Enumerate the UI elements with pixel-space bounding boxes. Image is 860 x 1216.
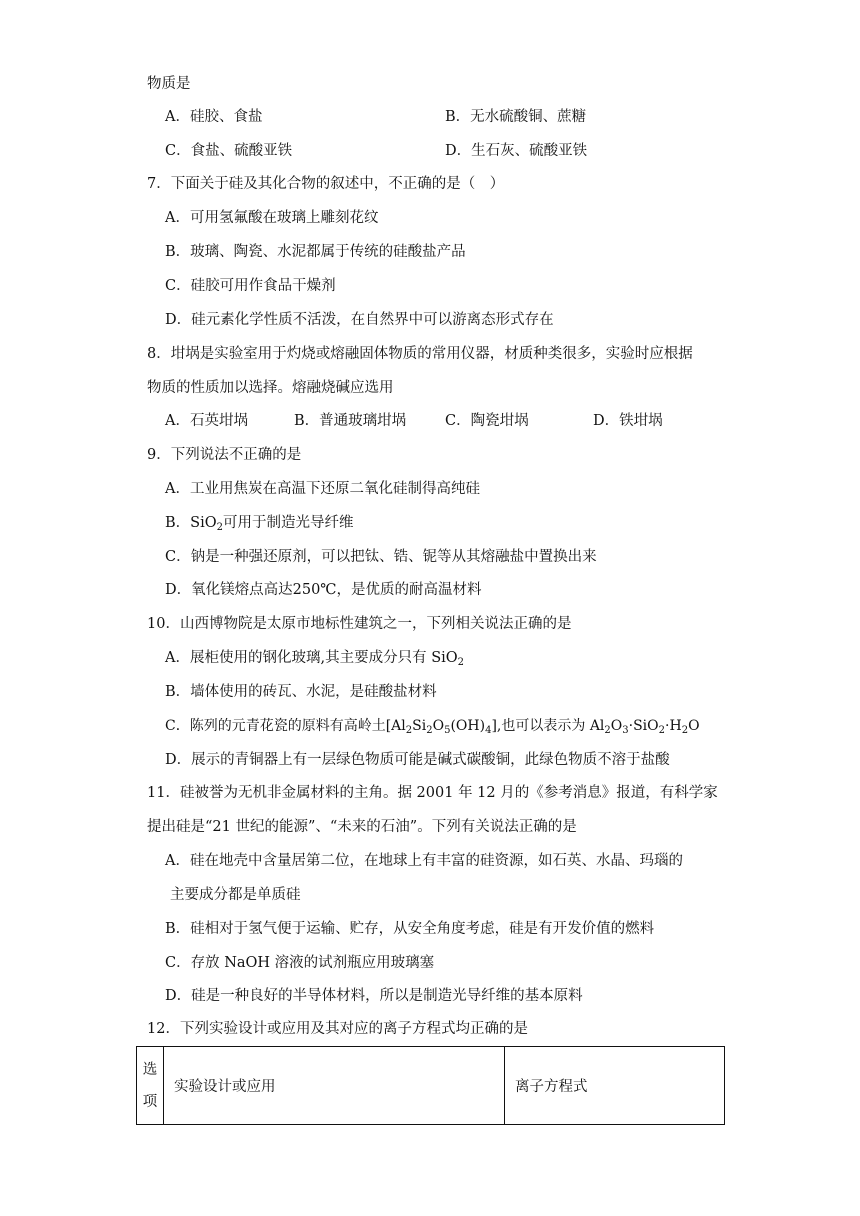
q10-c-text: ·SiO: [628, 718, 659, 734]
table-header-option: [137, 1047, 164, 1125]
q12-answer-table: [136, 1046, 725, 1125]
q10-c-text: (OH): [450, 718, 486, 734]
q8-stem-line2: 物质的性质加以选择。熔融烧碱应选用: [147, 380, 394, 396]
q9-option-c: C．钠是一种强还原剂，可以把钛、锆、铌等从其熔融盐中置换出来: [165, 549, 597, 565]
q6-option-a: A．硅胶、食盐: [165, 109, 263, 125]
q10-c-sub: 3: [622, 725, 629, 736]
q8-option-c: C．陶瓷坩埚: [445, 413, 529, 429]
q10-c-text: O: [610, 718, 623, 734]
q10-c-sub: 2: [426, 725, 433, 736]
q8-option-d: D．铁坩埚: [593, 413, 663, 429]
q9-option-b: [165, 513, 354, 533]
q10-c-text: ],也可以表示为 Al: [491, 718, 605, 734]
q10-c-text: O: [432, 718, 445, 734]
q10-c-sub: 2: [604, 725, 611, 736]
table-header-option-text: 选项: [142, 1061, 158, 1110]
q10-c-sub: 2: [658, 725, 666, 736]
table-header-row: [137, 1047, 725, 1125]
q9-option-b-pre: B．SiO: [165, 515, 217, 531]
q11-option-d: D．硅是一种良好的半导体材料，所以是制造光导纤维的基本原料: [165, 988, 583, 1004]
q6-option-b: B．无水硫酸铜、蔗糖: [445, 109, 587, 125]
q10-option-d: D．展示的青铜器上有一层绿色物质可能是碱式碳酸铜，此绿色物质不溶于盐酸: [165, 752, 670, 768]
q8-option-a: A．石英坩埚: [165, 413, 248, 429]
q11-option-a-line2: 主要成分都是单质硅: [170, 887, 301, 903]
q6-option-c: C．食盐、硫酸亚铁: [165, 143, 293, 159]
q10-c-text: ·H: [665, 718, 682, 734]
q12-stem: 12．下列实验设计或应用及其对应的离子方程式均正确的是: [147, 1021, 528, 1037]
q7-option-c: C．硅胶可用作食品干燥剂: [165, 278, 336, 294]
q11-option-c: C．存放 NaOH 溶液的试剂瓶应用玻璃塞: [165, 955, 435, 971]
q10-option-a-text: A．展柜使用的钢化玻璃,其主要成分只有 SiO: [165, 650, 458, 666]
q9-stem: 9．下列说法不正确的是: [147, 447, 302, 463]
q10-c-sub: 5: [444, 725, 451, 736]
q10-c-text: Si: [412, 718, 427, 734]
q8-option-b: B．普通玻璃坩埚: [294, 413, 407, 429]
q10-c-text: O: [688, 718, 700, 734]
q10-c-sub: 2: [681, 725, 689, 736]
table-header-equation: 离子方程式: [505, 1047, 725, 1125]
q7-stem: 7．下面关于硅及其化合物的叙述中，不正确的是（ ）: [147, 176, 505, 192]
q11-option-a-line1: A．硅在地壳中含量居第二位，在地球上有丰富的硅资源，如石英、水晶、玛瑙的: [165, 853, 683, 869]
q10-c-sub: 4: [485, 725, 492, 736]
q11-stem-line1: 11．硅被誉为无机非金属材料的主角。据 2001 年 12 月的《参考消息》报道，有科学家: [147, 785, 718, 801]
q10-option-c: [165, 716, 700, 736]
q9-option-a: A．工业用焦炭在高温下还原二氧化硅制得高纯硅: [165, 481, 480, 497]
q10-c-text: C．陈列的元青花瓷的原料有高岭土[Al: [165, 718, 406, 734]
q11-stem-line2: 提出硅是“21 世纪的能源”、“未来的石油”。下列有关说法正确的是: [147, 819, 577, 835]
q11-option-b: B．硅相对于氢气便于运输、贮存，从安全角度考虑，硅是有开发价值的燃料: [165, 921, 655, 937]
q10-c-sub: 2: [405, 725, 413, 736]
q7-option-a: A．可用氢氟酸在玻璃上雕刻花纹: [165, 210, 379, 226]
q6-option-d: D．生石灰、硫酸亚铁: [445, 143, 588, 159]
table-header-design: 实验设计或应用: [164, 1047, 505, 1125]
q8-stem-line1: 8．坩埚是实验室用于灼烧或熔融固体物质的常用仪器，材质种类很多，实验时应根据: [147, 346, 693, 362]
q7-option-b: B．玻璃、陶瓷、水泥都属于传统的硅酸盐产品: [165, 244, 466, 260]
q10-option-b: B．墙体使用的砖瓦、水泥，是硅酸盐材料: [165, 684, 437, 700]
q9-option-b-sub: 2: [216, 522, 223, 533]
q6-stem-tail: 物质是: [147, 76, 191, 92]
q10-stem: 10．山西博物院是太原市地标性建筑之一，下列相关说法正确的是: [147, 616, 572, 632]
q10-option-a: [165, 648, 464, 668]
q9-option-b-post: 可用于制造光导纤维: [223, 515, 354, 531]
q7-option-d: D．硅元素化学性质不活泼，在自然界中可以游离态形式存在: [165, 312, 554, 328]
q10-option-a-sub: 2: [457, 657, 465, 668]
q9-option-d: D．氧化镁熔点高达250℃，是优质的耐高温材料: [165, 582, 482, 598]
